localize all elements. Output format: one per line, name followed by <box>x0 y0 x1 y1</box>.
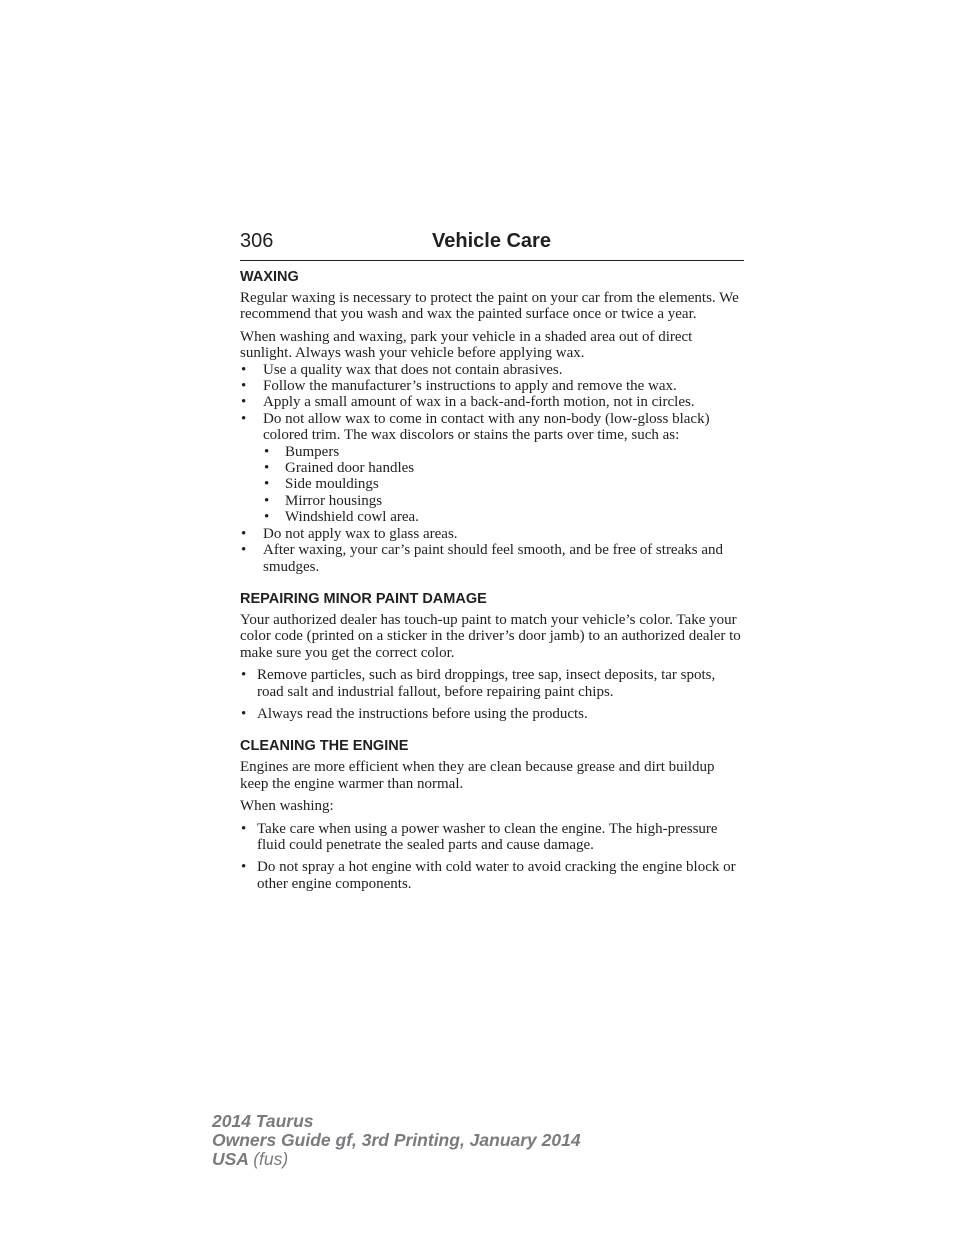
list-item: • Use a quality wax that does not contain abrasives. <box>240 362 744 378</box>
trim-parts-sublist <box>263 444 744 526</box>
footer-region-suffix: (fus) <box>253 1149 289 1169</box>
paint-damage-heading: REPAIRING MINOR PAINT DAMAGE <box>240 590 487 607</box>
page-footer <box>212 1112 581 1169</box>
footer-region-code: USA <box>212 1149 249 1169</box>
list-item: • Do not apply wax to glass areas. <box>240 526 744 542</box>
list-item-with-sublist <box>240 411 744 526</box>
waxing-section <box>240 267 744 575</box>
waxing-bullet-list <box>240 362 744 575</box>
engine-paragraph-2: When washing: <box>240 798 334 815</box>
list-item: • Take care when using a power washer to clean the engine. The high-pressure fluid could penetrate the sealed parts and cause damage. <box>240 821 744 854</box>
paint-damage-section <box>240 589 744 722</box>
sublist-item: • Side mouldings <box>263 476 744 492</box>
list-item: • After waxing, your car’s paint should feel smooth, and be free of streaks and smudges. <box>240 542 744 575</box>
engine-section <box>240 736 744 892</box>
footer-edition: Owners Guide gf, 3rd Printing, January 2014 <box>212 1130 581 1150</box>
list-item: • Always read the instructions before using the products. <box>240 706 744 722</box>
sublist-item: • Mirror housings <box>263 493 744 509</box>
waxing-paragraph-2: When washing and waxing, park your vehicle in a shaded area out of direct sunlight. Always wash your vehicle before applying wax. <box>240 328 693 362</box>
list-item: • Remove particles, such as bird droppings, tree sap, insect deposits, tar spots, road salt and industrial fallout, before repairing paint chips. <box>240 667 744 700</box>
engine-heading: CLEANING THE ENGINE <box>240 738 409 755</box>
paint-damage-bullet-list <box>240 667 744 722</box>
paint-damage-paragraph: Your authorized dealer has touch-up paint to match your vehicle’s color. Take your color code (printed on a sticker in the driver’s door jamb) to an authorized dealer to make sure you get the correct color. <box>240 611 741 661</box>
footer-model: 2014 Taurus <box>212 1111 314 1131</box>
engine-bullet-list <box>240 821 744 893</box>
page-header <box>240 229 744 261</box>
sublist-item: • Windshield cowl area. <box>263 509 744 525</box>
page-content <box>240 267 744 892</box>
section-title: Vehicle Care <box>432 230 551 252</box>
page-number: 306 <box>240 230 274 252</box>
list-item-text: Do not allow wax to come in contact with any non-body (low-gloss black) colored trim. The wax discolors or stains the parts over time, such as: <box>263 410 710 444</box>
sublist-item: • Grained door handles <box>263 460 744 476</box>
list-item: • Do not spray a hot engine with cold water to avoid cracking the engine block or other engine components. <box>240 859 744 892</box>
sublist-item: • Bumpers <box>263 444 744 460</box>
engine-paragraph-1: Engines are more efficient when they are clean because grease and dirt buildup keep the engine warmer than normal. <box>240 759 715 792</box>
waxing-heading: WAXING <box>240 269 299 285</box>
list-item: • Apply a small amount of wax in a back-and-forth motion, not in circles. <box>240 394 744 410</box>
footer-region <box>212 1150 581 1169</box>
list-item: • Follow the manufacturer’s instructions to apply and remove the wax. <box>240 378 744 394</box>
waxing-paragraph-1: Regular waxing is necessary to protect the paint on your car from the elements. We recommend that you wash and wax the painted surface once or twice a year. <box>240 290 739 323</box>
